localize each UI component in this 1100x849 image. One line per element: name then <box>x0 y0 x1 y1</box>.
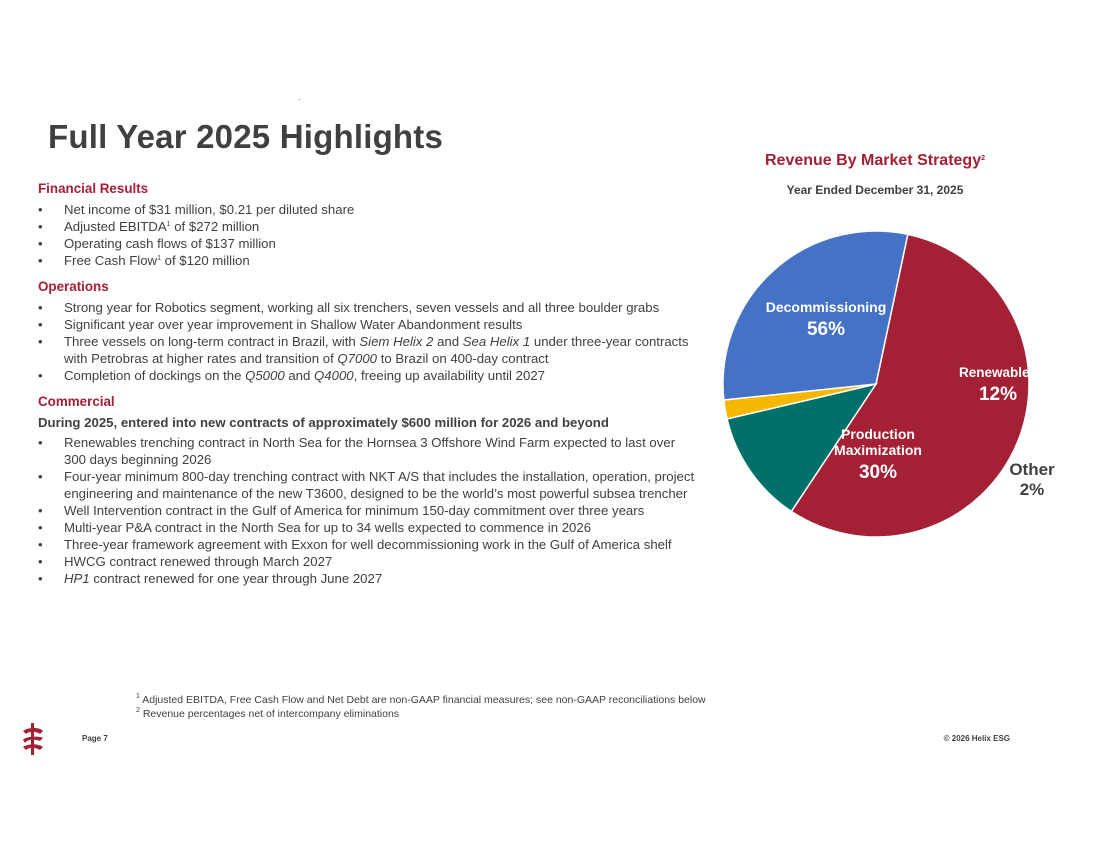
page-number: Page 7 <box>82 734 108 743</box>
pie-category-label: Maximization <box>834 442 922 458</box>
list-item: • Operating cash flows of $137 million <box>38 235 698 252</box>
helix-logo-icon <box>20 723 46 755</box>
list-item: • Significant year over year improvement in Shallow Water Abandonment results <box>38 316 698 333</box>
footnote-ref: 1 <box>166 221 171 228</box>
list-item: • Renewables trenching contract in North Sea for the Hornsea 3 Offshore Wind Farm expected to last over 300 days beginning 2026 <box>38 434 698 468</box>
pie-category-label: Decommissioning <box>765 299 887 315</box>
pie-value-label: 12% <box>978 384 1018 405</box>
chart-title: Revenue By Market Strategy$^2$ <box>765 152 985 169</box>
pie-value-label: 56% <box>806 319 846 340</box>
revenue-pie-chart <box>700 230 1060 550</box>
copyright: © 2026 Helix ESG <box>943 734 1010 743</box>
list-item: • HWCG contract renewed through March 2027 <box>38 553 698 570</box>
financial-results-heading: Financial Results <box>38 181 149 196</box>
stray-dot <box>299 99 300 100</box>
footnote-2: $^2$ Revenue percentages net of intercompany eliminations <box>136 707 400 720</box>
footnote-ref: 1 <box>157 255 161 262</box>
pie-category-label: Production <box>841 426 915 442</box>
list-item: • Three-year framework agreement with Exxon for well decommissioning work in the Gulf of America shelf <box>38 536 698 553</box>
list-item: • Adjusted EBITDA$^1$ of $272 million <box>38 218 698 235</box>
footnotes <box>136 693 706 721</box>
pie-label-other <box>1009 460 1055 499</box>
list-item: • Free Cash Flow$^1$ of $120 million <box>38 252 698 269</box>
footnote-1: $^1$ Adjusted EBITDA, Free Cash Flow and Net Debt are non-GAAP financial measures; see non-GAAP reconciliations below <box>136 693 706 706</box>
pie-category-label: Renewables <box>958 365 1038 380</box>
footnote-ref: 2 <box>981 155 985 162</box>
list-item: • HP1 contract renewed for one year through June 2027 <box>38 570 698 587</box>
highlights-column <box>38 180 698 587</box>
pie-category-label: Other <box>1009 460 1055 479</box>
commercial-heading: Commercial <box>38 394 115 409</box>
operations-list <box>38 299 698 384</box>
list-item: • Three vessels on long-term contract in Brazil, with Siem Helix 2 and Sea Helix 1 under three-year contracts with Petrobras at higher rates and transition of Q7000 to Brazil on 400-day contract <box>38 333 698 367</box>
operations-heading: Operations <box>38 279 109 294</box>
pie-value-label: 30% <box>858 462 898 483</box>
financial-results-list <box>38 201 698 269</box>
page-title: Full Year 2025 Highlights <box>48 118 444 155</box>
list-item: • Strong year for Robotics segment, working all six trenchers, seven vessels and all three boulder grabs <box>38 299 698 316</box>
chart-subtitle: Year Ended December 31, 2025 <box>786 183 964 197</box>
list-item: • Completion of dockings on the Q5000 and Q4000, freeing up availability until 2027 <box>38 367 698 384</box>
commercial-list <box>38 434 698 587</box>
pie-value-label: 2% <box>1019 480 1045 499</box>
commercial-subheading: During 2025, entered into new contracts of approximately $600 million for 2026 and beyond <box>38 415 609 430</box>
list-item: • Well Intervention contract in the Gulf of America for minimum 150-day commitment over three years <box>38 502 698 519</box>
list-item: • Net income of $31 million, $0.21 per diluted share <box>38 201 698 218</box>
list-item: • Multi-year P&A contract in the North Sea for up to 34 wells expected to commence in 2026 <box>38 519 698 536</box>
list-item: • Four-year minimum 800-day trenching contract with NKT A/S that includes the installation, operation, project engineering and maintenance of the new T3600, designed to be the world’s most powerful subsea trencher <box>38 468 698 502</box>
